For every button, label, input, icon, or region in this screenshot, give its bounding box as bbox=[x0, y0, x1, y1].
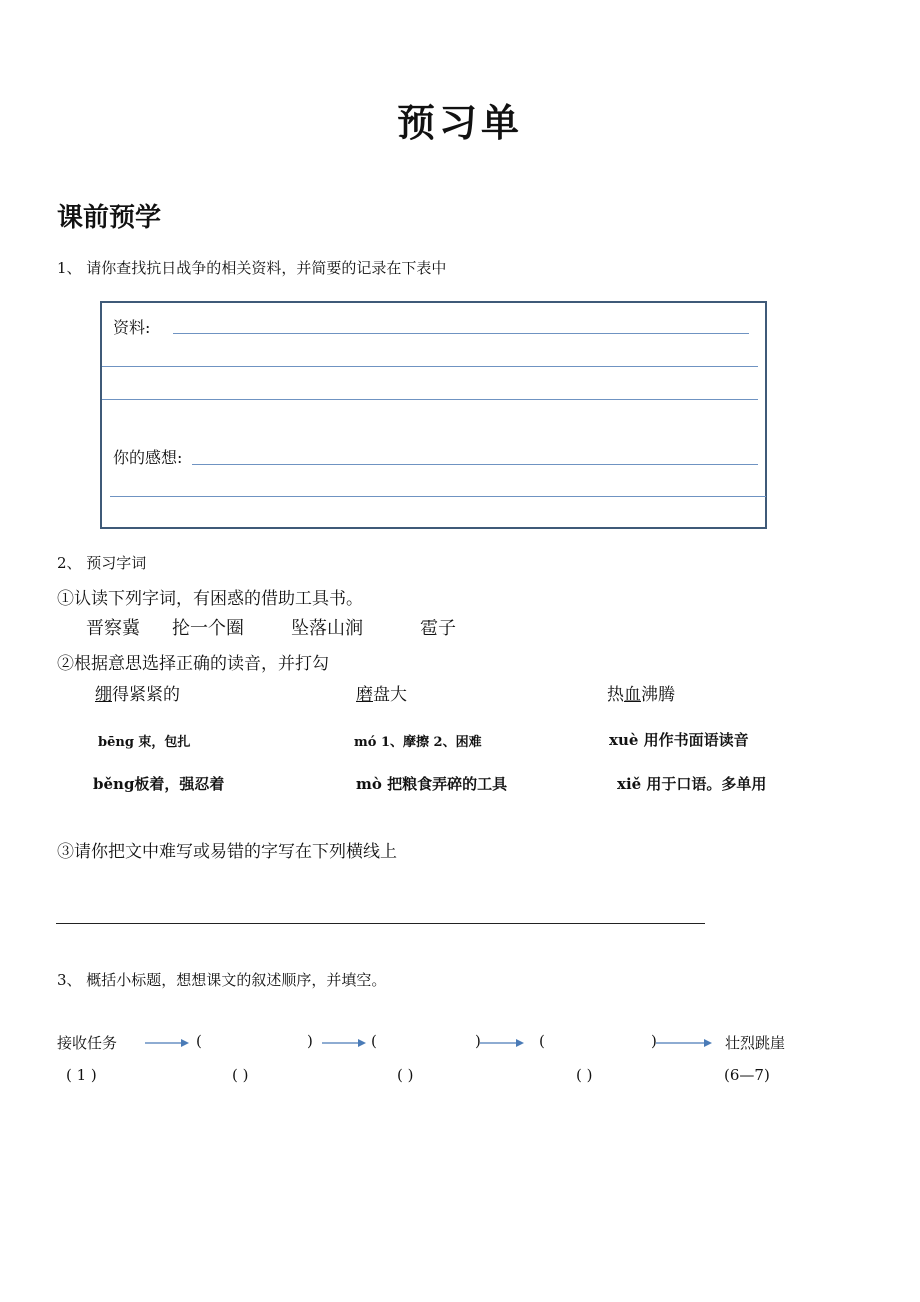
phrase-3: 热血沸腾 bbox=[607, 685, 675, 705]
answer-line[interactable] bbox=[56, 923, 705, 924]
word-2: 抡一个圈 bbox=[172, 618, 244, 639]
flow-arrow-4 bbox=[656, 1036, 716, 1050]
para-blank-2[interactable]: ( ) bbox=[397, 1066, 414, 1084]
feeling-line-2[interactable] bbox=[110, 496, 766, 497]
material-line-2[interactable] bbox=[102, 366, 758, 367]
option-xue4[interactable]: xuè 用作书面语读音 bbox=[609, 731, 749, 749]
phrase-1: 绷得紧紧的 bbox=[95, 685, 180, 705]
flow-arrow-1 bbox=[145, 1036, 191, 1050]
para-label-1: ( 1 ) bbox=[66, 1066, 97, 1084]
option-beng3[interactable]: běng板着，强忍着 bbox=[93, 775, 225, 793]
feeling-line-1[interactable] bbox=[192, 464, 758, 465]
phrase-3-target: 血 bbox=[624, 685, 641, 705]
option-mo4[interactable]: mò 把粮食弄碎的工具 bbox=[356, 775, 508, 793]
option-beng1[interactable]: bēng 束，包扎 bbox=[98, 735, 191, 750]
option-mo2[interactable]: mó 1、摩擦 2、困难 bbox=[354, 735, 482, 750]
word-4: 雹子 bbox=[420, 618, 456, 639]
question-3: 3、 概括小标题，想想课文的叙述顺序，并填空。 bbox=[57, 971, 387, 989]
word-3: 坠落山涧 bbox=[291, 618, 363, 639]
material-label: 资料: bbox=[113, 318, 151, 337]
blank-1-close: ) bbox=[307, 1032, 313, 1050]
flow-arrow-2 bbox=[322, 1036, 368, 1050]
blank-1-open[interactable]: ( bbox=[196, 1032, 202, 1050]
material-line-3[interactable] bbox=[102, 399, 758, 400]
phrase-1-target: 绷 bbox=[95, 685, 112, 705]
para-label-end: (6—7) bbox=[724, 1066, 770, 1084]
question-2: 2、 预习字词 bbox=[57, 554, 147, 572]
blank-3-close: ) bbox=[651, 1032, 657, 1050]
flow-start: 接收任务 bbox=[57, 1034, 118, 1052]
option-xie3[interactable]: xiě 用于口语。多单用 bbox=[617, 775, 767, 793]
blank-2-open[interactable]: ( bbox=[371, 1032, 377, 1050]
blank-3-open[interactable]: ( bbox=[539, 1032, 545, 1050]
feeling-label: 你的感想: bbox=[113, 448, 183, 467]
para-blank-1[interactable]: ( ) bbox=[232, 1066, 249, 1084]
flow-arrow-3 bbox=[480, 1036, 526, 1050]
question-2-part-1: ①认读下列字词，有困惑的借助工具书。 bbox=[57, 589, 363, 609]
phrase-2-target: 磨 bbox=[356, 685, 373, 705]
blank-2-close: ) bbox=[475, 1032, 481, 1050]
word-1: 晋察冀 bbox=[86, 618, 140, 639]
question-2-part-3: ③请你把文中难写或易错的字写在下列横线上 bbox=[57, 842, 397, 862]
phrase-2: 磨盘大 bbox=[356, 685, 407, 705]
section-heading: 课前预学 bbox=[57, 203, 162, 233]
flow-end: 壮烈跳崖 bbox=[725, 1034, 786, 1052]
notes-box bbox=[100, 301, 767, 529]
material-line-1[interactable] bbox=[173, 333, 749, 334]
page-title: 预习单 bbox=[396, 100, 523, 145]
para-blank-3[interactable]: ( ) bbox=[576, 1066, 593, 1084]
question-1: 1、 请你查找抗日战争的相关资料，并简要的记录在下表中 bbox=[57, 259, 447, 277]
question-2-part-2: ②根据意思选择正确的读音，并打勾 bbox=[57, 654, 329, 674]
